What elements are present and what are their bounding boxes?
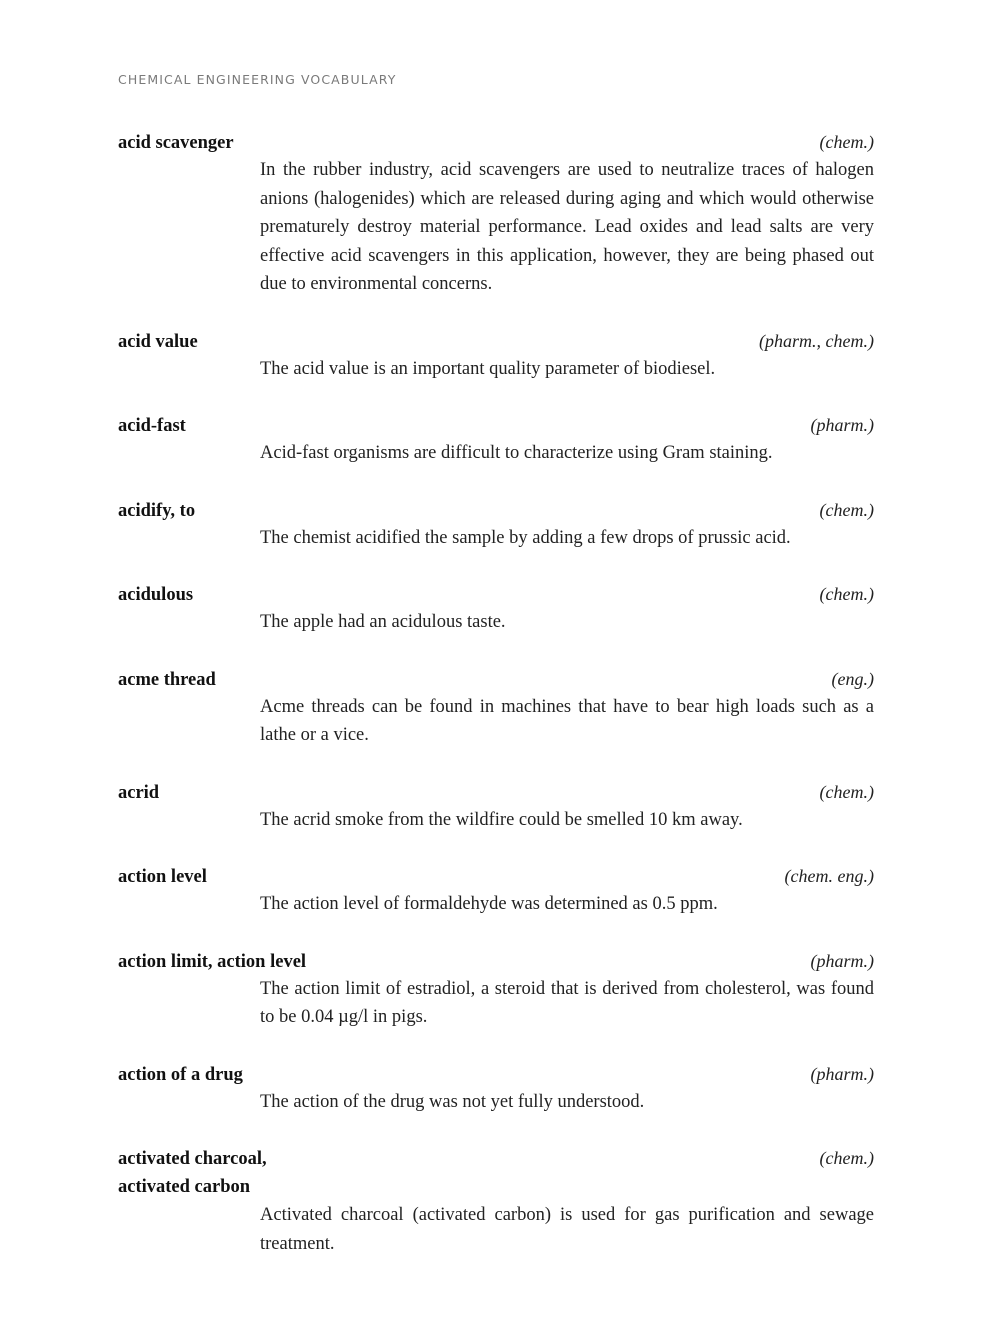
entry-example: The action level of formaldehyde was determined as 0.5 ppm. xyxy=(260,894,718,914)
glossary-entry xyxy=(118,1060,874,1117)
entry-header xyxy=(118,1144,874,1201)
entry-domain: (pharm.) xyxy=(810,950,874,971)
glossary-entry xyxy=(118,411,874,468)
entry-header xyxy=(118,947,874,975)
glossary-entry xyxy=(118,327,874,384)
entry-term: acid scavenger xyxy=(118,133,234,153)
glossary-entry xyxy=(118,580,874,637)
entry-example: Acme threads can be found in machines that have to bear high loads such as a lathe or a vice. xyxy=(260,696,874,745)
entry-example: The action of the drug was not yet fully understood. xyxy=(260,1091,645,1112)
running-head: CHEMICAL ENGINEERING VOCABULARY xyxy=(118,72,397,87)
entry-header xyxy=(118,580,874,608)
entry-header xyxy=(118,128,874,156)
entry-example: The acid value is an important quality parameter of biodiesel. xyxy=(260,358,716,379)
entry-example: The acrid smoke from the wildfire could be smelled 10 km away. xyxy=(260,809,743,830)
entry-header xyxy=(118,1060,874,1088)
entry-term: acidify, to xyxy=(118,500,196,521)
entry-header xyxy=(118,778,874,806)
entry-term: acid value xyxy=(118,331,198,352)
entry-example: In the rubber industry, acid scavengers are used to neutralize traces of halogen anions (halogenides) which are released during aging and which would otherwise prematurely destroy material performance. Lead oxides and lead salts are very effective acid scavengers in this application, however, they are being phased out due to environmental concerns. xyxy=(260,160,874,294)
entry-header xyxy=(118,665,874,693)
entry-example: The apple had an acidulous taste. xyxy=(260,612,506,632)
entry-example: The chemist acidified the sample by adding a few drops of prussic acid. xyxy=(260,527,791,548)
entry-term: action of a drug xyxy=(118,1064,243,1085)
entry-header xyxy=(118,862,874,890)
entry-term: action limit, action level xyxy=(118,951,307,972)
entry-term: acid-fast xyxy=(118,416,186,436)
glossary-entry xyxy=(118,128,874,299)
entry-domain: (chem.) xyxy=(819,584,874,604)
entry-term: action level xyxy=(118,867,207,887)
entry-header xyxy=(118,327,874,355)
entry-term: acme thread xyxy=(118,669,216,690)
entry-domain: (pharm.) xyxy=(810,1063,874,1084)
entry-domain: (pharm.) xyxy=(810,415,874,435)
glossary-entry xyxy=(118,778,874,835)
glossary-entry xyxy=(118,947,874,1032)
entry-header xyxy=(118,411,874,439)
glossary-entry xyxy=(118,862,874,919)
entry-domain: (chem.) xyxy=(819,781,874,802)
entry-domain: (chem.) xyxy=(819,1148,874,1168)
entry-example: The action limit of estradiol, a steroid that is derived from cholesterol, was found to be 0.04 µg/l in pigs. xyxy=(260,978,874,1027)
entry-term: acidulous xyxy=(118,585,194,605)
glossary-entry xyxy=(118,1144,874,1258)
entry-example: Acid-fast organisms are difficult to characterize using Gram staining. xyxy=(260,443,773,463)
entry-domain: (chem.) xyxy=(819,132,874,152)
glossary-entry xyxy=(118,496,874,553)
entry-term: activated charcoal, activated carbon xyxy=(118,1149,267,1197)
glossary-entries xyxy=(118,128,874,1258)
glossary-entry xyxy=(118,665,874,750)
entry-header xyxy=(118,496,874,524)
entry-example: Activated charcoal (activated carbon) is used for gas purification and sewage treatment. xyxy=(260,1205,874,1254)
entry-domain: (pharm., chem.) xyxy=(759,330,874,351)
entry-term: acrid xyxy=(118,782,160,803)
entry-domain: (chem. eng.) xyxy=(784,866,874,886)
entry-domain: (eng.) xyxy=(831,668,874,689)
entry-domain: (chem.) xyxy=(819,499,874,520)
